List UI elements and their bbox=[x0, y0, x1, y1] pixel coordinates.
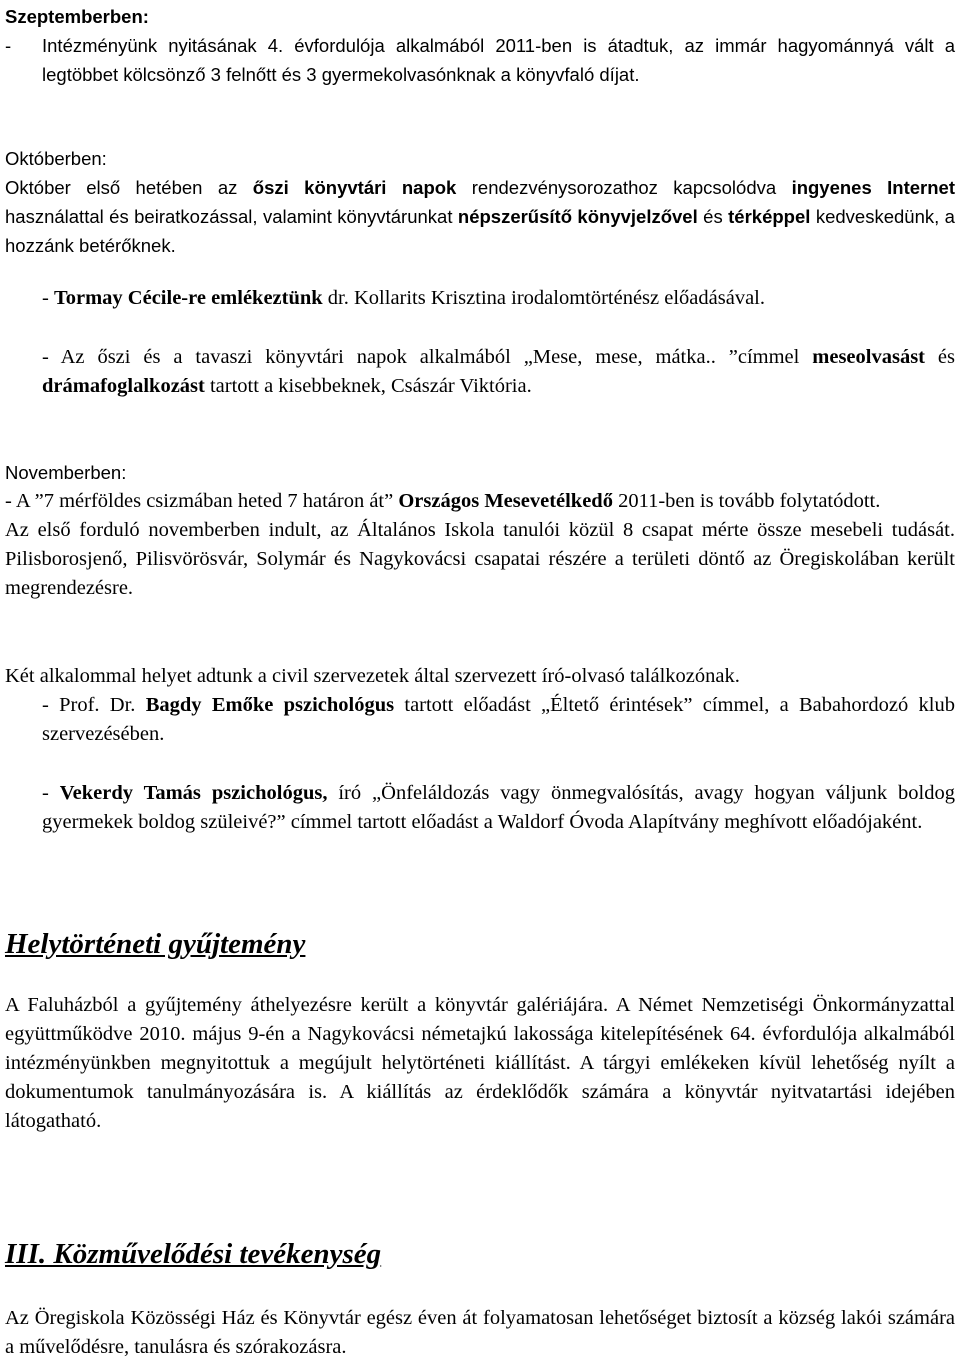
list-dash: - bbox=[42, 287, 54, 309]
text-run: - Prof. Dr. bbox=[42, 694, 146, 716]
local-history-section bbox=[5, 925, 955, 963]
bold-run: Bagdy Emőke pszichológus bbox=[145, 694, 395, 716]
list-dash: - bbox=[5, 490, 16, 512]
culture-section bbox=[5, 1235, 955, 1273]
text-run: - bbox=[42, 782, 60, 804]
bold-run: ingyenes Internet bbox=[791, 177, 956, 198]
october-paragraph-2 bbox=[42, 284, 955, 313]
culture-text: Az Öregiskola Közösségi Ház és Könyvtár egész éven át folyamatosan lehetőséget biztosít a község lakói számára a művelődésre, tanulásra és szórakozásra. bbox=[5, 1307, 955, 1358]
bold-run: Országos Mesevetélkedő bbox=[398, 490, 613, 512]
november-paragraph-1 bbox=[5, 487, 955, 516]
local-history-heading: Helytörténeti gyűjtemény bbox=[5, 928, 306, 960]
september-text: Intézményünk nyitásának 4. évfordulója alkalmából 2011-ben is átadtuk, az immár hagyománnyá vált a legtöbbet kölcsönző 3 felnőtt és 3 gyermekolvasónknak a könyvfaló díjat. bbox=[42, 35, 955, 85]
november-section bbox=[5, 458, 955, 603]
october-item-tormay bbox=[5, 284, 955, 313]
september-section bbox=[5, 2, 955, 89]
text-run: - Az őszi és a tavaszi könyvtári napok alkalmából „Mese, mese, mátka.. ”címmel bbox=[42, 346, 813, 368]
text-run: A ”7 mérföldes csizmában heted 7 határon át” bbox=[15, 490, 399, 512]
local-history-text: A Faluházból a gyűjtemény áthelyezésre került a könyvtár galériájára. A Német Nemzetiségi Önkormányzattal együttműködve 2010. május 9-én a Nagykovácsi németajkú lakossága kitelepítésének 64. évfordulója alkalmából intézményünkben megnyitottuk a megújult helytörténeti kiállítást. A tárgyi emlékeken kívül lehetőség nyílt a dokumentumok tanulmányozására is. A kiállítás az érdeklődők számára a könyvtár nyitvatartási idejében látogatható. bbox=[5, 994, 955, 1132]
september-heading: Szeptemberben: bbox=[5, 6, 149, 27]
september-item bbox=[5, 31, 955, 89]
text-run: kedveskedünk, a hozzánk betérőknek. bbox=[5, 206, 955, 256]
local-history-body bbox=[5, 991, 955, 1136]
bold-run: népszerűsítő könyvjelzővel bbox=[457, 206, 698, 227]
november-heading: Novemberben: bbox=[5, 462, 127, 483]
bold-run: térképpel bbox=[728, 206, 811, 227]
text-run: használattal és beiratkozással, valamint könyvtárunkat bbox=[5, 206, 458, 227]
bold-run: Vekerdy Tamás pszichológus, bbox=[59, 782, 328, 804]
bold-run: Tormay Cécile-re emlékeztünk bbox=[53, 287, 323, 309]
october-section bbox=[5, 144, 955, 260]
bold-run: drámafoglalkozást bbox=[42, 375, 205, 397]
text-run: Október első hetében az bbox=[5, 177, 253, 198]
text-run: és bbox=[697, 206, 729, 227]
text-run: rendezvénysorozathoz kapcsolódva bbox=[456, 177, 792, 198]
november-paragraph-4 bbox=[42, 691, 955, 749]
october-paragraph-1 bbox=[5, 173, 955, 260]
november-paragraph-3: Két alkalommal helyet adtunk a civil szervezetek által szervezett író-olvasó találkozónak. bbox=[5, 665, 740, 687]
culture-heading: III. Közművelődési tevékenység bbox=[5, 1238, 382, 1270]
bold-run: meseolvasást bbox=[812, 346, 925, 368]
november-paragraph-5 bbox=[42, 779, 955, 837]
november-paragraph-2: Az első forduló novemberben indult, az Általános Iskola tanulói közül 8 csapat mérte össze mesebeli tudását. Pilisborosjenő, Pilisvörösvár, Solymár és Nagykovácsi csapatai részére a területi döntő az Öregiskolában került megrendezésre. bbox=[5, 519, 955, 599]
text-run: és bbox=[925, 346, 956, 368]
october-paragraph-3 bbox=[42, 343, 955, 401]
bold-run: őszi könyvtári napok bbox=[252, 177, 457, 198]
november-meetings bbox=[5, 662, 955, 691]
text-run: dr. Kollarits Krisztina irodalomtörténész előadásával. bbox=[322, 287, 765, 309]
text-run: tartott előadást „Éltető érintések” címmel, a Babahordozó klub szervezésében. bbox=[42, 694, 956, 745]
text-run: író „Önfeláldozás vagy önmegvalósítás, avagy hogyan váljunk boldog gyermekek boldog szüleivé?” címmel tartott előadást a Waldorf Óvoda Alapítvány meghívott előadójaként. bbox=[42, 782, 956, 833]
text-run: 2011-ben is tovább folytatódott. bbox=[612, 490, 881, 512]
culture-body bbox=[5, 1304, 955, 1362]
november-item-bagdy bbox=[5, 691, 955, 749]
october-item-mese bbox=[5, 343, 955, 401]
october-heading: Októberben: bbox=[5, 148, 107, 169]
november-item-vekerdy bbox=[5, 779, 955, 837]
text-run: tartott a kisebbeknek, Császár Viktória. bbox=[204, 375, 532, 397]
list-dash: - bbox=[5, 35, 12, 56]
